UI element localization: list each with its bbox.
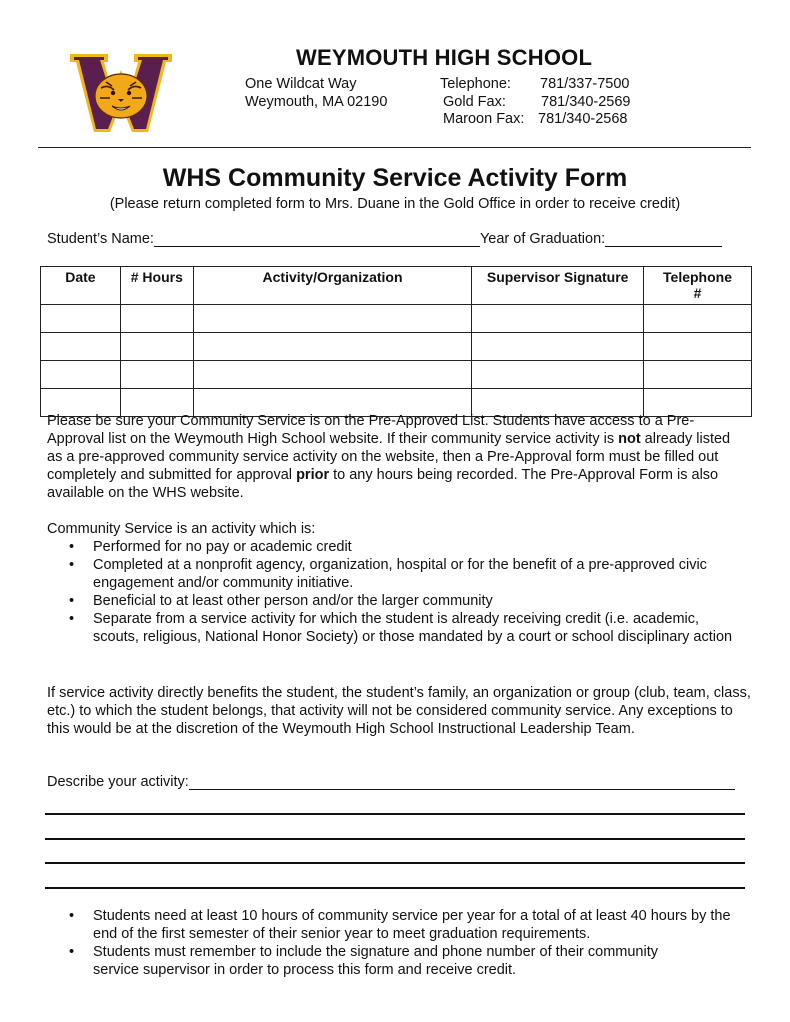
column-header-supervisor-signature: Supervisor Signature — [472, 267, 644, 305]
address-line-2: Weymouth, MA 02190 — [245, 94, 388, 110]
exclusion-paragraph: If service activity directly benefits the student, the student’s family, an organization or group (club, team, class, etc.) to which the student belongs, that activity will not be considered community service. Any exceptions to this would be at the discretion of the Weymouth High School Instructional Leadership Team. — [47, 685, 751, 737]
emphasis-not: not — [618, 431, 641, 447]
table-row — [41, 305, 752, 333]
column-header-activity: Activity/Organization — [193, 267, 472, 305]
supervisor-signature-cell[interactable] — [472, 361, 644, 389]
list-item: • Students must remember to include the signature and phone number of their community service supervisor in order to process this form and receive credit. — [47, 943, 747, 979]
requirements-list — [47, 907, 747, 979]
telephone-label: Telephone: — [440, 76, 511, 92]
date-cell[interactable] — [41, 361, 121, 389]
telephone-cell[interactable] — [644, 305, 752, 333]
describe-row — [47, 774, 735, 790]
supervisor-signature-cell[interactable] — [472, 305, 644, 333]
list-item: • Separate from a service activity for which the student is already receiving credit (i.e. academic, scouts, religious, National Honor Society) or those mandated by a court or school disciplinary action — [47, 610, 747, 646]
table-row — [41, 333, 752, 361]
date-cell[interactable] — [41, 305, 121, 333]
activity-cell[interactable] — [193, 305, 472, 333]
supervisor-signature-cell[interactable] — [472, 333, 644, 361]
definition-intro: Community Service is an activity which is: — [47, 521, 316, 537]
describe-label: Describe your activity: — [47, 774, 189, 790]
requirements-section — [47, 907, 747, 979]
describe-field[interactable] — [189, 774, 735, 790]
graduation-year-field[interactable] — [605, 231, 722, 247]
activity-cell[interactable] — [193, 361, 472, 389]
list-item: • Completed at a nonprofit agency, organization, hospital or for the benefit of a pre-approved civic engagement and/or community initiative. — [47, 556, 747, 592]
student-name-label: Student’s Name: — [47, 231, 154, 247]
describe-line-4[interactable] — [45, 862, 745, 864]
student-name-field[interactable] — [154, 231, 480, 247]
pre-approval-notice: Please be sure your Community Service is on the Pre-Approved List. Students have access to a Pre-Approval list on the Weymouth High School website. If their community service activity is not already listed as a pre-approved community service activity on the website, then a Pre-Approval form must be filled out completely and submitted for approval prior to any hours being recorded. The Pre-Approval Form is also available on the WHS website. — [47, 413, 731, 501]
describe-line-2[interactable] — [45, 813, 745, 815]
telephone-value: 781/337-7500 — [540, 76, 630, 92]
definition-list — [47, 538, 747, 646]
graduation-year-label: Year of Graduation: — [479, 231, 606, 247]
address-line-1: One Wildcat Way — [245, 76, 357, 92]
column-header-hours: # Hours — [120, 267, 193, 305]
form-title: WHS Community Service Activity Form — [162, 164, 628, 192]
list-item: • Performed for no pay or academic credit — [47, 538, 747, 556]
describe-line-3[interactable] — [45, 838, 745, 840]
wildcat-logo-icon — [68, 52, 174, 134]
student-info-row — [47, 231, 722, 247]
telephone-cell[interactable] — [644, 333, 752, 361]
table-header-row — [41, 267, 752, 305]
gold-fax-value: 781/340-2569 — [541, 94, 631, 110]
header-divider — [38, 147, 751, 148]
column-header-date: Date — [41, 267, 121, 305]
emphasis-prior: prior — [296, 467, 330, 483]
hours-cell[interactable] — [120, 361, 193, 389]
gold-fax-label: Gold Fax: — [443, 94, 506, 110]
table-row — [41, 361, 752, 389]
activity-cell[interactable] — [193, 333, 472, 361]
maroon-fax-value: 781/340-2568 — [538, 111, 628, 127]
column-header-telephone: Telephone # — [644, 267, 752, 305]
telephone-cell[interactable] — [644, 361, 752, 389]
activity-log-table — [40, 266, 752, 417]
hours-cell[interactable] — [120, 305, 193, 333]
list-item: • Students need at least 10 hours of community service per year for a total of at least 40 hours by the end of the first semester of their senior year to meet graduation requirements. — [47, 907, 747, 943]
school-logo — [68, 52, 174, 134]
form-subtitle: (Please return completed form to Mrs. Duane in the Gold Office in order to receive credit) — [109, 196, 681, 212]
describe-line-5[interactable] — [45, 887, 745, 889]
definition-section — [47, 520, 747, 646]
list-item: • Beneficial to at least other person and/or the larger community — [47, 592, 747, 610]
school-name: WEYMOUTH HIGH SCHOOL — [296, 45, 593, 70]
maroon-fax-label: Maroon Fax: — [443, 111, 525, 127]
date-cell[interactable] — [41, 333, 121, 361]
hours-cell[interactable] — [120, 333, 193, 361]
